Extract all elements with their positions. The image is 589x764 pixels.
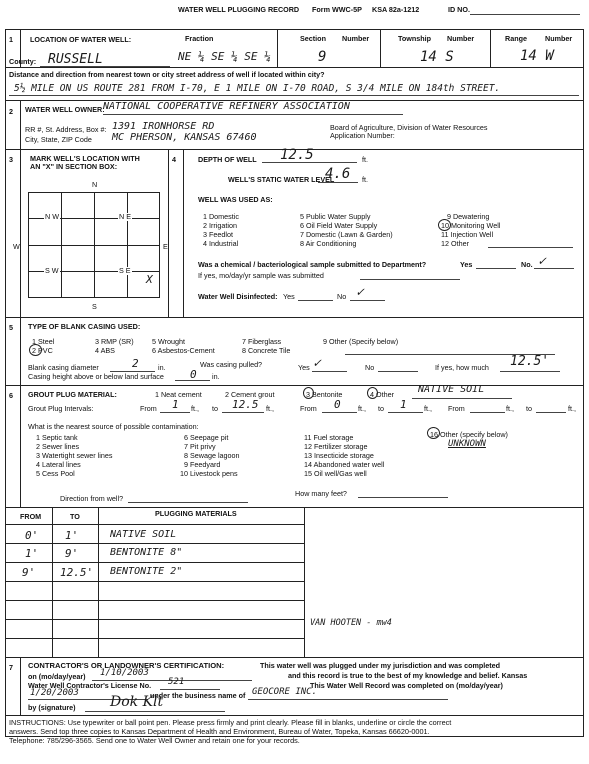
section-label: Section <box>300 34 326 43</box>
int3-to-line <box>536 412 566 413</box>
instructions-line-2: answers. Send top three copies to Kansas Department of Health and Environment, Bureau of Water, Topeka, Kansas 66620-0001. <box>9 727 430 736</box>
township-col-divider <box>380 29 381 67</box>
contam-2[interactable]: 2 Sewer lines <box>36 442 80 451</box>
casing-1[interactable]: 1 Steel <box>32 337 55 346</box>
section-col-divider <box>277 29 278 67</box>
section-3-number: 3 <box>9 155 13 164</box>
city-value: MC PHERSON, KANSAS 67460 <box>112 132 257 143</box>
table-row-1-from: 0' <box>25 529 39 542</box>
use-11[interactable]: 11 Injection Well <box>441 230 494 239</box>
grout-2[interactable]: 2 Cement grout <box>225 390 275 399</box>
used-label: WELL WAS USED AS: <box>198 195 273 204</box>
table-row-line-6 <box>5 638 305 639</box>
table-row-line-2 <box>5 562 305 563</box>
city-label: City, State, ZIP Code <box>25 135 92 144</box>
cert-text: This water well was plugged under my jurisdiction and was completed <box>260 661 501 670</box>
use-3[interactable]: 3 Feedlot <box>203 230 233 239</box>
table-row-line-5 <box>5 619 305 620</box>
int2-from-value: 0 <box>334 398 341 411</box>
table-row-3-from: 9' <box>22 566 36 579</box>
height-unit: in. <box>212 372 220 381</box>
section-1-number: 1 <box>9 35 13 44</box>
license-label: Water Well Contractor's License No. <box>28 681 152 690</box>
table-row-2-to: 9' <box>65 547 79 560</box>
int1-to-ft: ft., <box>266 404 274 413</box>
nw-label: N W <box>45 212 59 221</box>
location-label: LOCATION OF WATER WELL: <box>30 35 132 44</box>
int3-from-line <box>470 412 505 413</box>
casing-3[interactable]: 3 RMP (SR) <box>95 337 134 346</box>
west-label: W <box>13 242 20 251</box>
use-9[interactable]: 9 Dewatering <box>447 212 490 221</box>
range-value: 14 W <box>520 48 554 64</box>
mark-label-2: AN "X" IN SECTION BOX: <box>30 162 118 171</box>
section-1-bottom-line <box>5 67 584 68</box>
int1-to-line <box>222 412 264 413</box>
depth-underline <box>262 162 357 163</box>
int1-ft: ft., <box>191 404 199 413</box>
contam-13[interactable]: 13 Insecticide storage <box>304 451 374 460</box>
owner-value: NATIONAL COOPERATIVE REFINERY ASSOCIATION <box>103 101 350 112</box>
county-value: RUSSELL <box>48 52 103 67</box>
business-underline <box>248 699 448 700</box>
table-to-header: TO <box>70 512 80 521</box>
license-value: 521 <box>168 677 185 687</box>
table-row-3-mat: BENTONITE 2" <box>110 566 183 577</box>
on-label: on (mo/day/year) <box>28 672 86 681</box>
pulled-no-line <box>378 371 418 372</box>
section-3-divider <box>20 149 21 317</box>
section-7-number: 7 <box>9 663 13 672</box>
depth-label: DEPTH OF WELL <box>198 155 257 164</box>
contam-6[interactable]: 6 Seepage pit <box>184 433 229 442</box>
other-use-underline <box>488 247 573 248</box>
table-row-2-mat: BENTONITE 8" <box>110 547 183 558</box>
use-1[interactable]: 1 Domestic <box>203 212 239 221</box>
use-12[interactable]: 12 Other <box>441 239 469 248</box>
chem-no-line <box>534 268 574 269</box>
instructions-top-line <box>5 715 584 716</box>
int3-ft: ft., <box>506 404 514 413</box>
table-col-2 <box>98 507 99 657</box>
intervals-label: Grout Plug Intervals: <box>28 404 94 413</box>
grout-1[interactable]: 1 Neat cement <box>155 390 202 399</box>
pulled-yes-check-icon: ✓ <box>313 356 321 371</box>
fraction-label: Fraction <box>185 34 214 43</box>
rr-label: RR #, St. Address, Box #: <box>25 125 107 134</box>
instructions-line-1: INSTRUCTIONS: Use typewriter or ball point pen. Please press firmly and print clearly. Please fill in blanks, underline or circle the correct <box>9 718 452 727</box>
grout-4[interactable]: 4 Other <box>370 390 394 399</box>
grout-3-circle <box>303 387 314 399</box>
disinfected-no[interactable]: No <box>337 292 347 301</box>
distance-value: 5½ MILE ON US ROUTE 281 FROM I-70, E 1 MILE ON I-70 ROAD, S 3/4 MILE ON 184th STREET. <box>14 83 501 94</box>
mark-label: MARK WELL'S LOCATION WITH <box>30 154 140 163</box>
cert-title: CONTRACTOR'S OR LANDOWNER'S CERTIFICATION: <box>28 661 225 670</box>
int1-to-label: to <box>212 404 218 413</box>
app-label: Application Number: <box>330 131 395 140</box>
static-underline <box>318 182 358 183</box>
height-underline <box>175 380 210 381</box>
section-6-divider <box>20 385 21 507</box>
int1-to-value: 12.5 <box>232 398 259 411</box>
form-number: Form WWC-5P <box>312 5 362 14</box>
distance-underline <box>9 95 579 96</box>
casing-5[interactable]: 5 Wrought <box>152 337 186 346</box>
well-x-mark: X <box>146 273 153 286</box>
depth-unit: ft. <box>362 155 368 164</box>
business-value: GEOCORE INC. <box>252 687 318 697</box>
pulled-yes-line <box>312 371 347 372</box>
int1-from-line <box>160 412 190 413</box>
casing-9[interactable]: 9 Other (Specify below) <box>323 337 399 346</box>
disinfected-yes-line <box>298 300 333 301</box>
range-number-label: Number <box>545 34 573 43</box>
int2-to-value: 1 <box>400 398 407 411</box>
diam-value: 2 <box>132 357 139 370</box>
on-value: 1/10/2003 <box>100 668 149 678</box>
int3-to-ft: ft., <box>568 404 576 413</box>
south-label: S <box>92 302 97 311</box>
north-label: N <box>92 180 98 189</box>
how-much-value: 12.5' <box>510 354 550 369</box>
howmany-underline <box>358 497 448 498</box>
id-line <box>470 14 580 15</box>
section-2-number: 2 <box>9 107 13 116</box>
static-label: WELL'S STATIC WATER LEVEL <box>228 175 335 184</box>
id-label: ID NO. <box>448 5 470 14</box>
use-5[interactable]: 5 Public Water Supply <box>300 212 371 221</box>
range-label: Range <box>505 34 527 43</box>
section-value: 9 <box>318 49 327 65</box>
township-number-label: Number <box>447 34 475 43</box>
table-materials-header: PLUGGING MATERIALS <box>155 509 237 518</box>
table-row-line-1 <box>5 543 305 544</box>
section-5-top-line <box>5 317 584 318</box>
table-from-header: FROM <box>20 512 42 521</box>
table-header-line <box>5 524 305 525</box>
section-2-divider <box>20 100 21 149</box>
depth-value: 12.5 <box>280 147 314 163</box>
how-much-label: If yes, how much <box>435 363 489 372</box>
int2-from-line <box>322 412 357 413</box>
signature: Dok Klt <box>110 694 164 710</box>
owner-label: WATER WELL OWNER: <box>25 105 105 114</box>
int2-ft: ft., <box>358 404 366 413</box>
howmany-label: How many feet? <box>295 489 347 498</box>
int2-to-line <box>388 412 423 413</box>
use-8[interactable]: 8 Air Conditioning <box>300 239 357 248</box>
contam-9[interactable]: 9 Feedyard <box>184 460 221 469</box>
grout-4-value: NATIVE SOIL <box>418 384 485 395</box>
int1-from-value: 1 <box>172 398 179 411</box>
section-4-left-line <box>168 149 169 317</box>
use-10[interactable]: 10 Monitoring Well <box>441 221 501 230</box>
use-4[interactable]: 4 Industrial <box>203 239 239 248</box>
chem-no[interactable]: No. <box>521 260 533 269</box>
contam-16-value: UNKNOWN <box>448 439 486 449</box>
int3-from-label: From <box>448 404 465 413</box>
section-6-number: 6 <box>9 391 13 400</box>
section-7-top-line <box>5 657 584 658</box>
section-4-number: 4 <box>172 155 176 164</box>
pulled-question: Was casing pulled? <box>200 360 263 369</box>
contam-11[interactable]: 11 Fuel storage <box>304 433 354 442</box>
use-7[interactable]: 7 Domestic (Lawn & Garden) <box>300 230 393 239</box>
date-question: If yes, mo/day/yr sample was submitted <box>198 271 324 280</box>
contam-16[interactable]: 16 Other (specify below) <box>430 430 508 439</box>
chem-yes[interactable]: Yes <box>460 260 473 269</box>
height-label: Casing height above or below land surface <box>28 372 164 381</box>
grout-3[interactable]: 3 Bentonite <box>306 390 343 399</box>
table-top-line <box>5 507 584 508</box>
section-grid[interactable] <box>28 192 160 298</box>
rr-value: 1391 IRONHORSE RD <box>112 121 215 132</box>
township-value: 14 S <box>420 49 454 65</box>
contam-question: What is the nearest source of possible contamination: <box>28 422 199 431</box>
grout-other-underline <box>412 398 512 399</box>
diam-unit: in. <box>158 363 166 372</box>
sw-label: S W <box>45 266 59 275</box>
section-4-divider <box>183 149 184 317</box>
table-row-line-4 <box>5 600 305 601</box>
disinfected-no-line <box>350 300 385 301</box>
casing-title: TYPE OF BLANK CASING USED: <box>28 322 141 331</box>
instructions-line-3: Telephone: 785/296-3565. Send one to Water Well Owner and retain one for your records. <box>9 736 300 745</box>
ksa-ref: KSA 82a-1212 <box>372 5 420 14</box>
int1-from-label: From <box>140 404 157 413</box>
direction-label: Direction from well? <box>60 494 124 503</box>
record-text: This Water Well Record was completed on (mo/day/year) <box>310 681 503 690</box>
contam-8[interactable]: 8 Sewage lagoon <box>184 451 240 460</box>
static-value: 4.6 <box>325 166 351 182</box>
contam-4[interactable]: 4 Lateral lines <box>36 460 81 469</box>
table-row-1-mat: NATIVE SOIL <box>110 529 177 540</box>
static-unit: ft. <box>362 175 368 184</box>
county-label: County: <box>9 57 37 66</box>
distance-label: Distance and direction from nearest town or city street address of well if located within city? <box>9 70 325 79</box>
contam-10[interactable]: 10 Livestock pens <box>180 469 238 478</box>
casing-2-circle <box>29 344 42 356</box>
grout-label: GROUT PLUG MATERIAL: <box>28 390 117 399</box>
section-7-divider <box>20 657 21 715</box>
completed-value: 1/20/2003 <box>30 688 79 698</box>
license-underline <box>160 689 220 690</box>
pulled-no[interactable]: No <box>365 363 375 372</box>
how-much-underline <box>500 371 560 372</box>
east-label: E <box>163 242 168 251</box>
contam-1[interactable]: 1 Septic tank <box>36 433 78 442</box>
casing-6[interactable]: 6 Asbestos-Cement <box>152 346 215 355</box>
se-label: S E <box>119 266 131 275</box>
section-5-divider <box>20 317 21 385</box>
contam-7[interactable]: 7 Pit privy <box>184 442 216 451</box>
casing-7[interactable]: 7 Fiberglass <box>242 337 282 346</box>
fraction-value: NE ¼ SE ¼ SE ¼ <box>178 50 271 63</box>
contam-12[interactable]: 12 Fertilizer storage <box>304 442 368 451</box>
date-underline <box>360 279 460 280</box>
casing-4[interactable]: 4 ABS <box>95 346 115 355</box>
business-label: under the business name of <box>150 691 246 700</box>
section-number-label: Number <box>342 34 370 43</box>
sig-label: by (signature) <box>28 703 76 712</box>
table-row-line-3 <box>5 581 305 582</box>
direction-underline <box>128 502 248 503</box>
int2-to-label: to <box>378 404 384 413</box>
disinfected-label: Water Well Disinfected: <box>198 292 278 301</box>
chem-yes-line <box>476 268 516 269</box>
ne-label: N E <box>119 212 131 221</box>
pulled-yes[interactable]: Yes <box>298 363 310 372</box>
disinfected-no-check-icon: ✓ <box>356 285 364 300</box>
use-2[interactable]: 2 Irrigation <box>203 221 237 230</box>
contam-14[interactable]: 14 Abandoned water well <box>304 460 385 469</box>
section-5-number: 5 <box>9 323 13 332</box>
form-title: WATER WELL PLUGGING RECORD <box>178 5 300 14</box>
contam-3[interactable]: 3 Watertight sewer lines <box>36 451 113 460</box>
table-row-2-from: 1' <box>25 547 39 560</box>
int2-to-ft: ft., <box>424 404 432 413</box>
table-col-1 <box>52 507 53 657</box>
true-text: and this record is true to the best of my knowledge and belief. Kansas <box>288 671 528 680</box>
height-value: 0 <box>190 368 197 381</box>
int2-from-label: From <box>300 404 317 413</box>
disinfected-yes[interactable]: Yes <box>283 292 295 301</box>
diam-label: Blank casing diameter <box>28 363 99 372</box>
casing-2[interactable]: 2 PVC <box>32 346 53 355</box>
chem-no-check-icon: ✓ <box>538 254 546 269</box>
range-col-divider <box>490 29 491 67</box>
handwritten-note: VAN HOOTEN - mw4 <box>310 618 392 628</box>
use-6[interactable]: 6 Oil Field Water Supply <box>300 221 378 230</box>
chem-question: Was a chemical / bacteriological sample submitted to Department? <box>198 260 427 269</box>
section-6-top-line <box>5 385 584 386</box>
int3-to-label: to <box>526 404 532 413</box>
sig-underline <box>85 711 225 712</box>
table-col-3 <box>304 507 305 657</box>
grout-4-circle <box>367 387 378 399</box>
township-label: Township <box>398 34 432 43</box>
table-row-3-to: 12.5' <box>60 566 94 579</box>
casing-8[interactable]: 8 Concrete Tile <box>242 346 291 355</box>
owner-underline <box>103 114 403 115</box>
board-label: Board of Agriculture, Division of Water Resources <box>330 123 488 132</box>
table-row-1-to: 1' <box>65 529 79 542</box>
contam-16-circle <box>427 427 440 439</box>
contam-15[interactable]: 15 Oil well/Gas well <box>304 469 367 478</box>
contam-5[interactable]: 5 Cess Pool <box>36 469 75 478</box>
